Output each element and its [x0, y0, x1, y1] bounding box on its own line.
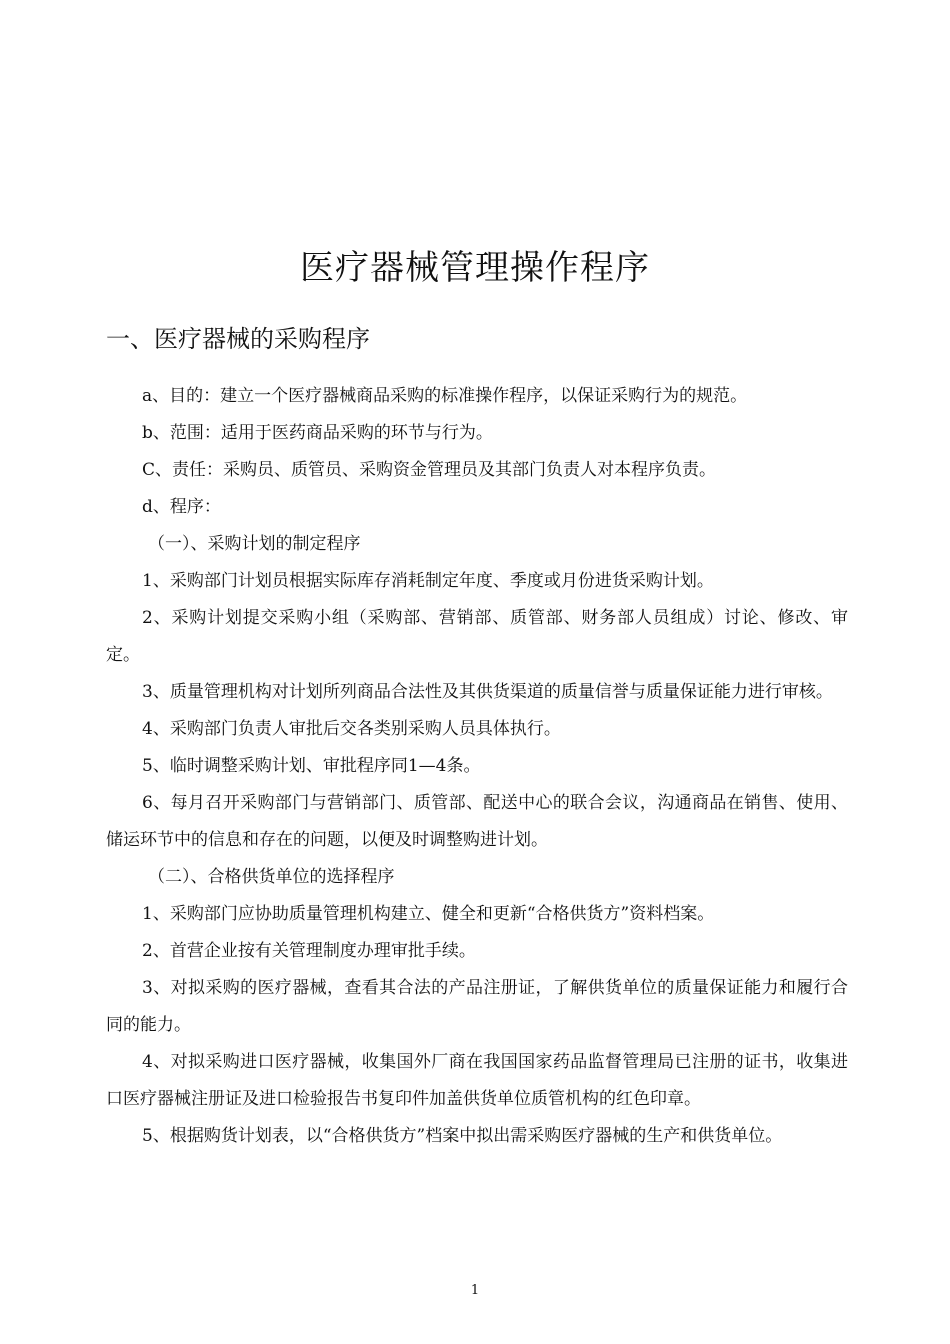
- paragraph-purpose: a、目的：建立一个医疗器械商品采购的标准操作程序，以保证采购行为的规范。: [142, 386, 748, 406]
- subheading-plan-procedure: （一）、采购计划的制定程序: [148, 534, 361, 554]
- list-item: 4、采购部门负责人审批后交各类别采购人员具体执行。: [142, 719, 561, 739]
- subheading-supplier-selection: （二）、合格供货单位的选择程序: [148, 867, 395, 887]
- paragraph-scope: b、范围：适用于医药商品采购的环节与行为。: [142, 423, 493, 443]
- paragraph-procedure: d、程序：: [142, 497, 221, 517]
- document-body: [106, 378, 848, 1155]
- document-title: 医疗器械管理操作程序: [300, 248, 650, 288]
- list-item: 6、每月召开采购部门与营销部门、质管部、配送中心的联合会议，沟通商品在销售、使用、储运环节中的信息和存在的问题，以便及时调整购进计划。: [106, 793, 848, 850]
- list-item: 2、采购计划提交采购小组（采购部、营销部、质管部、财务部人员组成）讨论、修改、审定。: [106, 608, 848, 665]
- list-item: 5、临时调整采购计划、审批程序同1—4条。: [142, 756, 481, 776]
- list-item: 2、首营企业按有关管理制度办理审批手续。: [142, 941, 476, 961]
- list-item: 3、质量管理机构对计划所列商品合法性及其供货渠道的质量信誉与质量保证能力进行审核。: [142, 682, 833, 702]
- list-item: 1、采购部门应协助质量管理机构建立、健全和更新“合格供货方”资料档案。: [142, 904, 715, 924]
- page-number: 1: [470, 1283, 480, 1298]
- list-item: 4、对拟采购进口医疗器械，收集国外厂商在我国国家药品监督管理局已注册的证书，收集进口医疗器械注册证及进口检验报告书复印件加盖供货单位质管机构的红色印章。: [106, 1052, 848, 1109]
- paragraph-responsibility: C、责任：采购员、质管员、采购资金管理员及其部门负责人对本程序负责。: [142, 460, 717, 480]
- list-item: 5、根据购货计划表，以“合格供货方”档案中拟出需采购医疗器械的生产和供货单位。: [142, 1126, 783, 1146]
- section-heading: 一、医疗器械的采购程序: [106, 325, 370, 353]
- list-item: 3、对拟采购的医疗器械，查看其合法的产品注册证，了解供货单位的质量保证能力和履行合同的能力。: [106, 978, 848, 1035]
- list-item: 1、采购部门计划员根据实际库存消耗制定年度、季度或月份进货采购计划。: [142, 571, 714, 591]
